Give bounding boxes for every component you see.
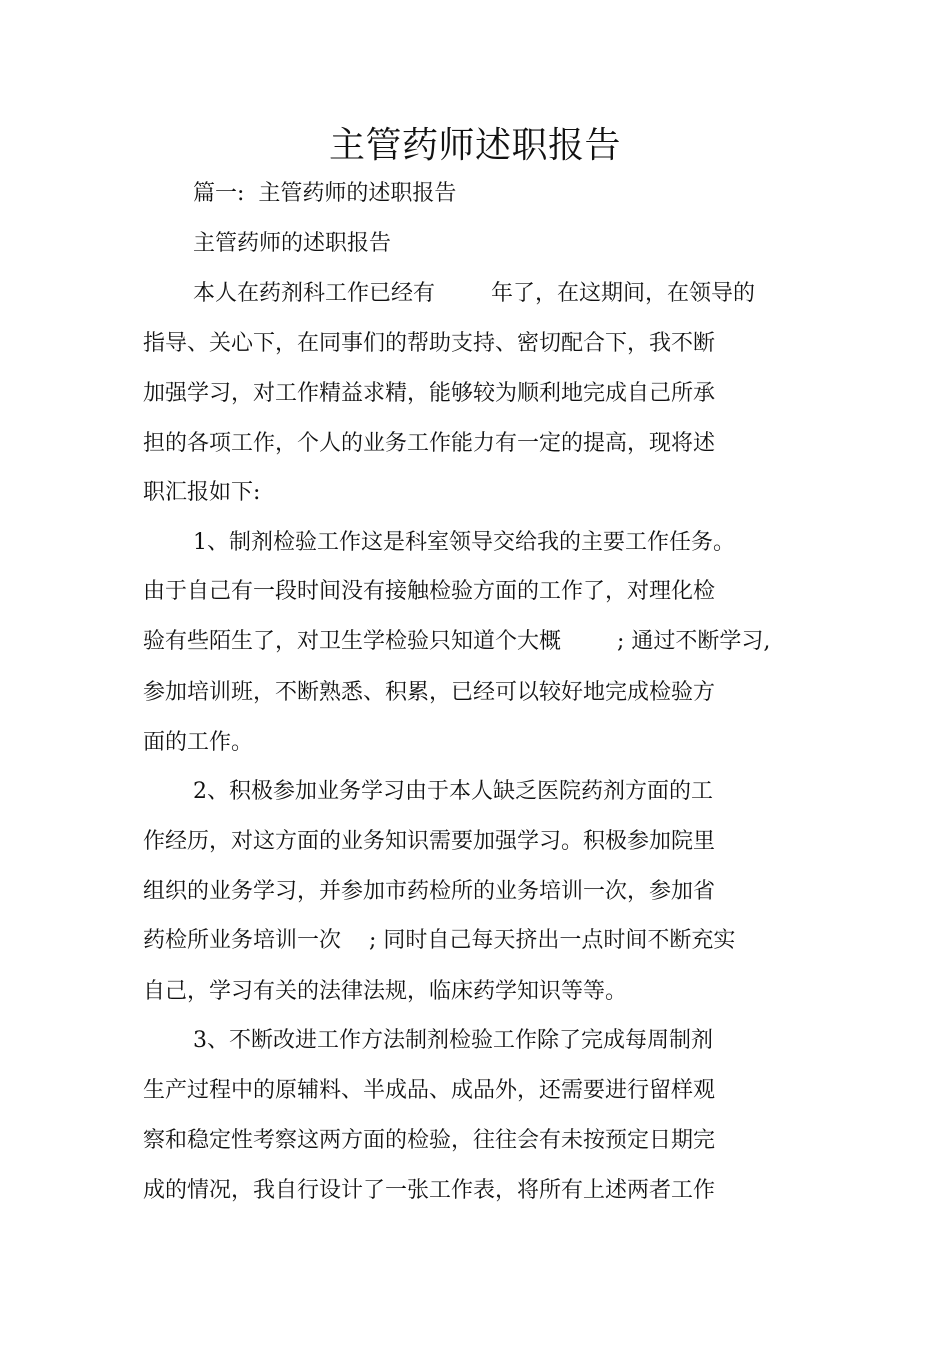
body-line: 参加培训班，不断熟悉、积累，已经可以较好地完成检验方 (143, 680, 716, 705)
body-line: 本人在药剂科工作已经有 年了，在这期间，在领导的 (193, 281, 755, 306)
body-line: 职汇报如下: (143, 480, 261, 505)
body-line: 2、积极参加业务学习由于本人缺乏医院药剂方面的工 (193, 779, 713, 804)
body-line: 作经历，对这方面的业务知识需要加强学习。积极参加院里 (143, 829, 716, 854)
body-line: 指导、关心下，在同事们的帮助支持、密切配合下，我不断 (143, 331, 716, 356)
body-line: 验有些陌生了，对卫生学检验只知道个大概 ; 通过不断学习, (143, 629, 771, 654)
body-line: 由于自己有一段时间没有接触检验方面的工作了，对理化检 (143, 579, 716, 604)
body-line: 面的工作。 (143, 730, 254, 755)
report-heading: 主管药师的述职报告 (193, 231, 392, 256)
body-line: 组织的业务学习，并参加市药检所的业务培训一次，参加省 (143, 879, 716, 904)
body-line: 3、不断改进工作方法制剂检验工作除了完成每周制剂 (193, 1028, 713, 1053)
body-line: 成的情况，我自行设计了一张工作表，将所有上述两者工作 (143, 1178, 716, 1203)
body-line: 加强学习，对工作精益求精，能够较为顺利地完成自己所承 (143, 381, 716, 406)
section-subtitle: 篇一: 主管药师的述职报告 (193, 181, 457, 206)
body-line: 生产过程中的原辅料、半成品、成品外，还需要进行留样观 (143, 1078, 716, 1103)
body-line: 药检所业务培训一次 ; 同时自己每天挤出一点时间不断充实 (143, 928, 736, 953)
body-line: 自己，学习有关的法律法规，临床药学知识等等。 (143, 979, 628, 1004)
document-title: 主管药师述职报告 (328, 125, 621, 166)
body-line: 1、制剂检验工作这是科室领导交给我的主要工作任务。 (193, 530, 735, 555)
body-line: 担的各项工作，个人的业务工作能力有一定的提高，现将述 (143, 431, 716, 456)
body-line: 察和稳定性考察这两方面的检验，往往会有未按预定日期完 (143, 1128, 716, 1153)
